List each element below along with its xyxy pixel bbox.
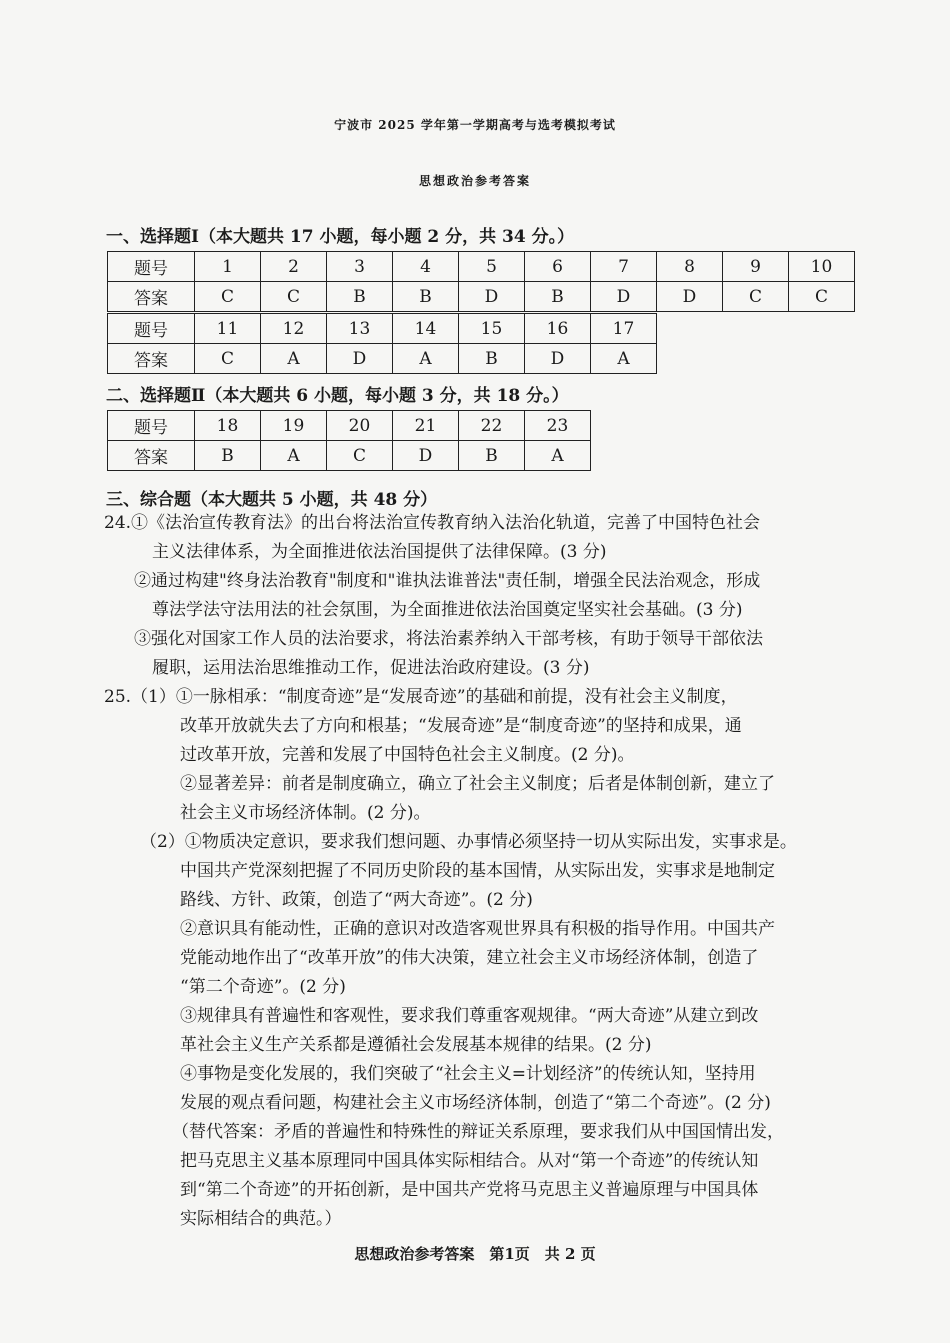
table-row	[108, 441, 591, 471]
answer-line: 社会主义市场经济体制。(2 分)。	[180, 803, 431, 823]
answer-cell: B	[327, 282, 393, 312]
answer-cell: D	[393, 441, 459, 471]
row-label: 答案	[108, 441, 195, 471]
answer-line: “第二个奇迹”。(2 分)	[180, 977, 346, 997]
answer-cell: C	[195, 282, 261, 312]
row-label: 题号	[108, 314, 195, 344]
answer-line: 中国共产党深刻把握了不同历史阶段的基本国情，从实际出发，实事求是地制定	[180, 861, 775, 881]
answer-line: 路线、方针、政策，创造了“两大奇迹”。(2 分)	[180, 890, 533, 910]
answer-line: 尊法学法守法用法的社会氛围，为全面推进依法治国奠定坚实社会基础。(3 分)	[152, 600, 743, 620]
section2-heading: 二、选择题Ⅱ（本大题共 6 小题，每小题 3 分，共 18 分。）	[106, 386, 569, 406]
question-number: 22	[459, 411, 525, 441]
answer-cell: D	[657, 282, 723, 312]
question-number: 4	[393, 252, 459, 282]
answer-line: 到“第二个奇迹”的开拓创新，是中国共产党将马克思主义普遍原理与中国具体	[180, 1180, 759, 1200]
answer-line: 革社会主义生产关系都是遵循社会发展基本规律的结果。(2 分)	[180, 1035, 652, 1055]
question-number: 11	[195, 314, 261, 344]
answer-cell: A	[393, 344, 459, 374]
answer-line: （替代答案：矛盾的普遍性和特殊性的辩证关系原理，要求我们从中国国情出发，	[172, 1122, 784, 1142]
table-row	[108, 314, 657, 344]
question-number: 10	[789, 252, 855, 282]
row-label: 题号	[108, 252, 195, 282]
answer-table-3	[107, 410, 591, 471]
answer-cell: C	[327, 441, 393, 471]
answer-line: ④事物是变化发展的，我们突破了“社会主义=计划经济”的传统认知，坚持用	[180, 1064, 756, 1084]
answer-line: 25.（1）①一脉相承：“制度奇迹”是“发展奇迹”的基础和前提，没有社会主义制度，	[104, 687, 738, 707]
question-number: 6	[525, 252, 591, 282]
question-number: 3	[327, 252, 393, 282]
question-number: 16	[525, 314, 591, 344]
answer-line: ③强化对国家工作人员的法治要求，将法治素养纳入干部考核，有助于领导干部依法	[134, 629, 763, 649]
answer-cell: C	[723, 282, 789, 312]
answer-line: ②意识具有能动性，正确的意识对改造客观世界具有积极的指导作用。中国共产	[180, 919, 775, 939]
answer-cell: C	[789, 282, 855, 312]
answer-cell: B	[459, 344, 525, 374]
question-number: 8	[657, 252, 723, 282]
answer-line: 改革开放就失去了方向和根基；“发展奇迹”是“制度奇迹”的坚持和成果，通	[180, 716, 742, 736]
table-row	[108, 282, 855, 312]
question-number: 18	[195, 411, 261, 441]
question-number: 17	[591, 314, 657, 344]
answer-cell: C	[261, 282, 327, 312]
question-number: 21	[393, 411, 459, 441]
question-number: 20	[327, 411, 393, 441]
answer-cell: D	[591, 282, 657, 312]
row-label: 答案	[108, 282, 195, 312]
answer-line: 实际相结合的典范。）	[180, 1209, 342, 1229]
answer-line: （2）①物质决定意识，要求我们想问题、办事情必须坚持一切从实际出发，实事求是。	[140, 832, 797, 852]
answer-cell: A	[591, 344, 657, 374]
answer-cell: C	[195, 344, 261, 374]
answer-line: 24.①《法治宣传教育法》的出台将法治宣传教育纳入法治化轨道，完善了中国特色社会	[104, 513, 761, 533]
answer-cell: D	[525, 344, 591, 374]
answer-line: 把马克思主义基本原理同中国具体实际相结合。从对“第一个奇迹”的传统认知	[180, 1151, 759, 1171]
answer-line: 发展的观点看问题，构建社会主义市场经济体制，创造了“第二个奇迹”。(2 分)	[180, 1093, 771, 1113]
question-number: 19	[261, 411, 327, 441]
answer-line: ②显著差异：前者是制度确立，确立了社会主义制度；后者是体制创新，建立了	[180, 774, 775, 794]
question-number: 2	[261, 252, 327, 282]
page-subtitle: 思想政治参考答案	[418, 174, 531, 188]
question-number: 12	[261, 314, 327, 344]
section1-heading: 一、选择题Ⅰ（本大题共 17 小题，每小题 2 分，共 34 分。）	[106, 227, 575, 247]
question-number: 9	[723, 252, 789, 282]
answer-cell: A	[261, 441, 327, 471]
answer-cell: B	[393, 282, 459, 312]
table-row	[108, 411, 591, 441]
answer-line: 主义法律体系，为全面推进依法治国提供了法律保障。(3 分)	[152, 542, 607, 562]
answer-cell: A	[525, 441, 591, 471]
row-label: 答案	[108, 344, 195, 374]
question-number: 15	[459, 314, 525, 344]
question-number: 5	[459, 252, 525, 282]
page-footer: 思想政治参考答案 第1页 共 2 页	[354, 1245, 596, 1263]
question-number: 1	[195, 252, 261, 282]
question-number: 23	[525, 411, 591, 441]
answer-line: ③规律具有普遍性和客观性，要求我们尊重客观规律。“两大奇迹”从建立到改	[180, 1006, 759, 1026]
question-number: 7	[591, 252, 657, 282]
answer-line: ②通过构建"终身法治教育"制度和"谁执法谁普法"责任制，增强全民法治观念，形成	[134, 571, 761, 591]
table-row	[108, 344, 657, 374]
answer-line: 过改革开放，完善和发展了中国特色社会主义制度。(2 分)。	[180, 745, 635, 765]
page-title: 宁波市 2025 学年第一学期高考与选考模拟考试	[334, 118, 616, 132]
answer-cell: D	[459, 282, 525, 312]
question-number: 14	[393, 314, 459, 344]
answer-cell: B	[195, 441, 261, 471]
answer-cell: A	[261, 344, 327, 374]
table-row	[108, 252, 855, 282]
section3-heading: 三、综合题（本大题共 5 小题，共 48 分）	[106, 490, 438, 510]
answer-table-1	[107, 251, 855, 312]
answer-cell: B	[459, 441, 525, 471]
row-label: 题号	[108, 411, 195, 441]
answer-cell: B	[525, 282, 591, 312]
question-number: 13	[327, 314, 393, 344]
answer-table-2	[107, 313, 657, 374]
answer-line: 履职，运用法治思维推动工作，促进法治政府建设。(3 分)	[152, 658, 590, 678]
answer-cell: D	[327, 344, 393, 374]
answer-line: 党能动地作出了“改革开放”的伟大决策，建立社会主义市场经济体制，创造了	[180, 948, 759, 968]
